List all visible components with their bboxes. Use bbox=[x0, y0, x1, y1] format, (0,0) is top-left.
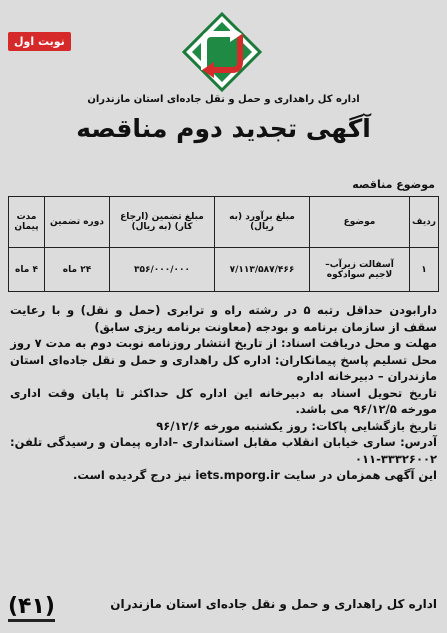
cell-contract-duration: ۴ ماه bbox=[9, 248, 45, 292]
col-row: ردیف bbox=[410, 197, 439, 248]
notice-body bbox=[10, 302, 437, 484]
subject-label: موضوع مناقصه bbox=[352, 178, 435, 191]
handwritten-number: (۴۱) bbox=[8, 594, 55, 622]
body-paragraph: محل تسلیم پاسخ پیمانکاران: اداره کل راهداری و حمل و نقل جاده‌ای استان مازندران – دبیرخانه اداره bbox=[10, 352, 437, 383]
notice-title: آگهی تجدید دوم مناقصه bbox=[76, 114, 371, 143]
table-row bbox=[9, 248, 439, 292]
cell-estimate: ۷/۱۱۳/۵۸۷/۴۶۶ bbox=[215, 248, 310, 292]
cell-guarantee-amount: ۳۵۶/۰۰۰/۰۰۰ bbox=[110, 248, 215, 292]
cell-subject: آسفالت زیرآب– لاجیم سوادکوه bbox=[310, 248, 410, 292]
body-paragraph: تاریخ تحویل اسناد به دبیرخانه این اداره کل حداکثر تا پایان وقت اداری مورخه ۹۶/۱۲/۵ می باشد. bbox=[10, 385, 437, 416]
organization-footer: اداره کل راهداری و حمل و نقل جاده‌ای استان مازندران bbox=[110, 597, 437, 611]
organization-header: اداره کل راهداری و حمل و نقل جاده‌ای استان مازندران bbox=[87, 94, 360, 105]
tender-table bbox=[8, 196, 439, 292]
col-guarantee-period: دوره تضمین bbox=[45, 197, 110, 248]
body-paragraph: مهلت و محل دریافت اسناد: از تاریخ انتشار روزنامه نوبت دوم به مدت ۷ روز bbox=[10, 336, 437, 350]
col-contract-duration: مدت پیمان bbox=[9, 197, 45, 248]
col-guarantee-amount: مبلغ تضمین (ارجاع کار) (به ریال) bbox=[110, 197, 215, 248]
cell-guarantee-period: ۲۴ ماه bbox=[45, 248, 110, 292]
body-paragraph: دارابودن حداقل رتبه ۵ در رشته راه و ترابری (حمل و نقل) و با رعایت سقف از سازمان برنامه و بودجه (معاونت برنامه ریزی سابق) bbox=[10, 303, 438, 334]
body-paragraph: آدرس: ساری خیابان انقلاب مقابل استانداری –اداره پیمان و رسیدگی تلفن: ۳۳۳۲۶۰۰۲-۰۱۱ bbox=[10, 435, 437, 466]
cell-row: ۱ bbox=[410, 248, 439, 292]
road-administration-logo-icon bbox=[182, 12, 262, 92]
body-paragraph: تاریخ بازگشایی پاکات: روز یکشنبه مورخه ۹۶/۱۲/۶ bbox=[156, 418, 437, 433]
first-round-badge: نوبت اول bbox=[8, 32, 71, 51]
body-paragraph: این آگهی همزمان در سایت iets.mporg.ir نیز درج گردیده است. bbox=[73, 468, 437, 482]
col-subject: موضوع bbox=[310, 197, 410, 248]
col-estimate: مبلغ برآورد (به ریال) bbox=[215, 197, 310, 248]
table-header-row bbox=[9, 197, 439, 248]
